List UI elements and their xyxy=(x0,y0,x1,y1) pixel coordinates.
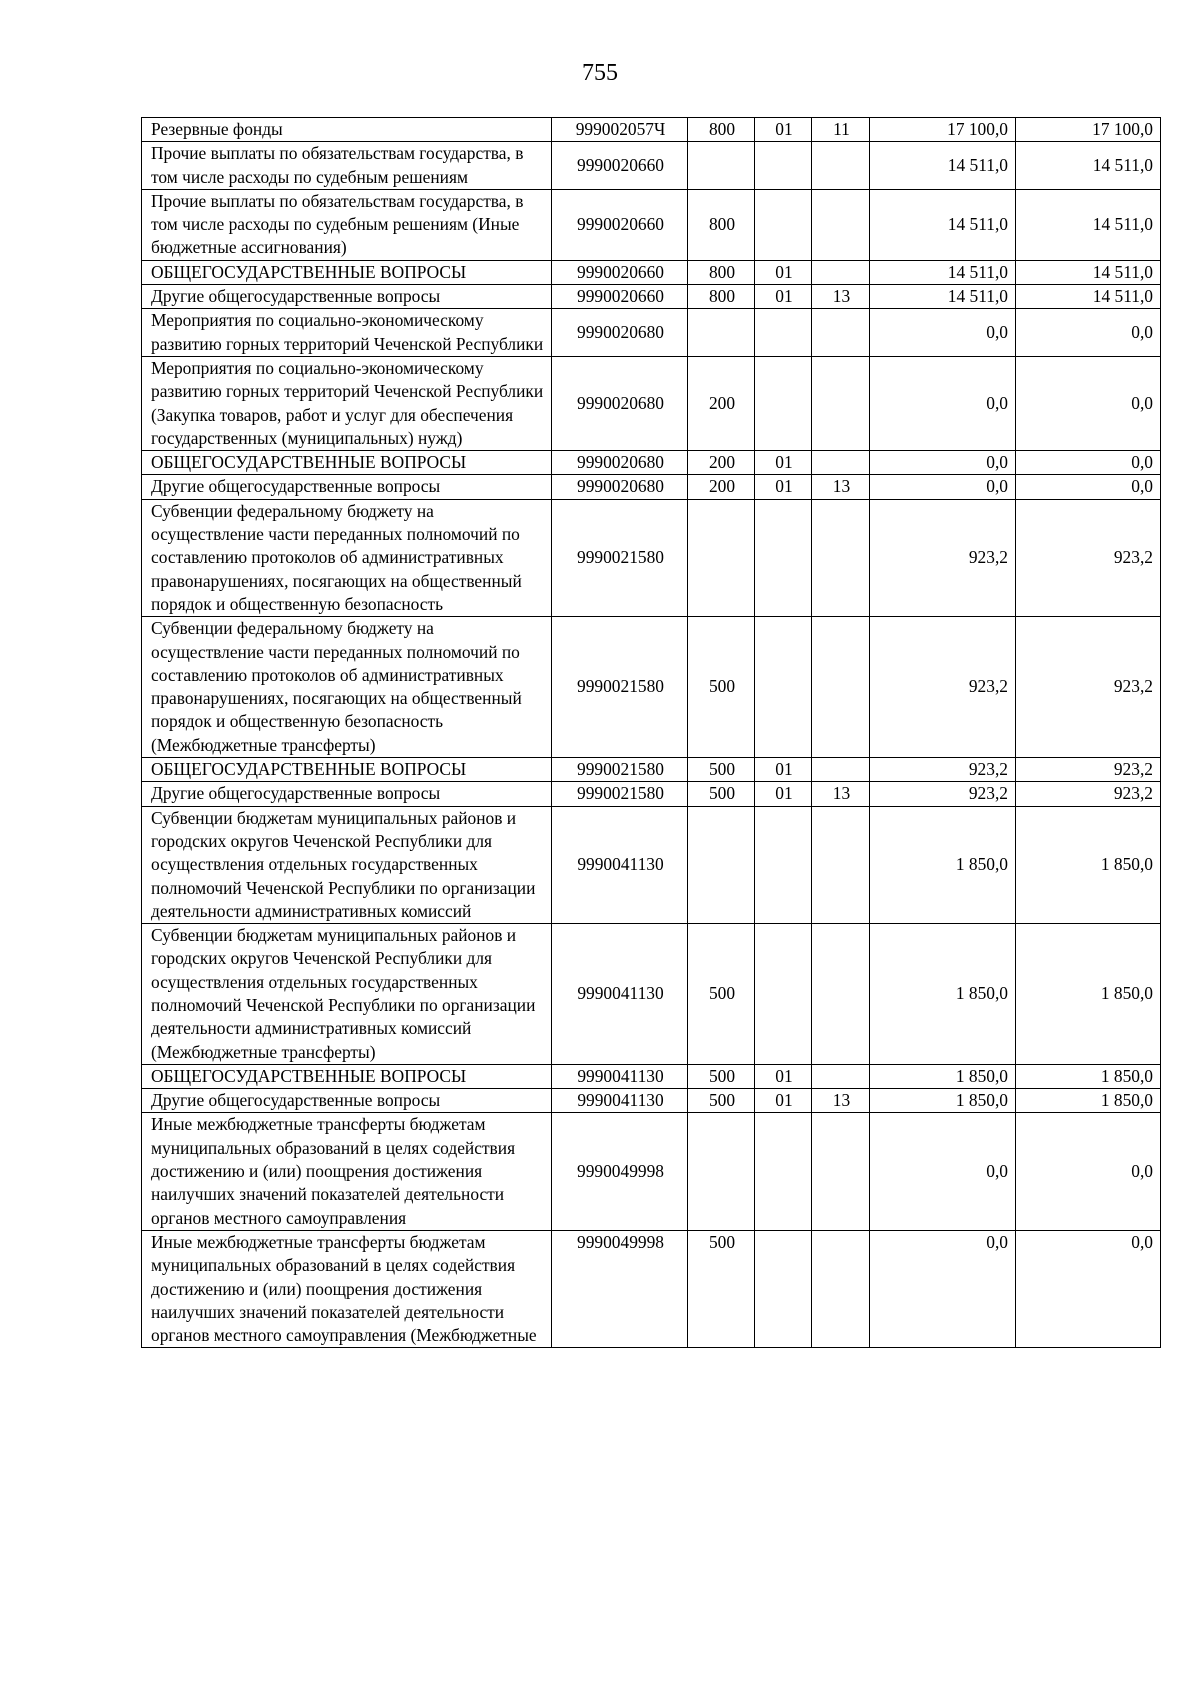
amount-year1-cell: 14 511,0 xyxy=(870,260,1016,284)
amount-year1-cell: 17 100,0 xyxy=(870,118,1016,142)
amount-year2-cell: 1 850,0 xyxy=(1016,1064,1161,1088)
amount-year1-cell: 0,0 xyxy=(870,1113,1016,1230)
amount-year1-cell: 923,2 xyxy=(870,782,1016,806)
expense-type-cell: 500 xyxy=(688,758,755,782)
amount-year2-cell: 14 511,0 xyxy=(1016,142,1161,190)
expense-type-cell xyxy=(688,142,755,190)
subsection-cell xyxy=(812,758,870,782)
expense-type-cell: 800 xyxy=(688,260,755,284)
row-name-cell: Субвенции бюджетам муниципальных районов и городских округов Чеченской Республики для осуществления отдельных государственных полномочий Чеченской Республики по организации деятельности административных комиссий xyxy=(142,806,552,923)
expense-type-cell: 800 xyxy=(688,118,755,142)
table-row xyxy=(142,806,1161,923)
amount-year1-cell: 14 511,0 xyxy=(870,142,1016,190)
target-article-cell: 9990021580 xyxy=(552,782,688,806)
amount-year2-cell: 0,0 xyxy=(1016,1230,1161,1347)
target-article-cell: 9990021580 xyxy=(552,617,688,758)
expense-type-cell: 500 xyxy=(688,1064,755,1088)
row-name-cell: Иные межбюджетные трансферты бюджетам муниципальных образований в целях содействия достижению и (или) поощрения достижения наилучших значений показателей деятельности органов местного самоуправления (Межбюджетные xyxy=(142,1230,552,1347)
section-cell xyxy=(755,309,812,357)
section-cell xyxy=(755,356,812,450)
target-article-cell: 9990020660 xyxy=(552,260,688,284)
amount-year2-cell: 14 511,0 xyxy=(1016,189,1161,260)
target-article-cell: 999002057Ч xyxy=(552,118,688,142)
section-cell xyxy=(755,1113,812,1230)
expense-type-cell: 500 xyxy=(688,617,755,758)
expense-type-cell: 500 xyxy=(688,1089,755,1113)
target-article-cell: 9990020660 xyxy=(552,285,688,309)
amount-year2-cell: 1 850,0 xyxy=(1016,1089,1161,1113)
amount-year1-cell: 1 850,0 xyxy=(870,924,1016,1065)
subsection-cell: 13 xyxy=(812,475,870,499)
table-row xyxy=(142,260,1161,284)
subsection-cell xyxy=(812,617,870,758)
table-row xyxy=(142,924,1161,1065)
subsection-cell xyxy=(812,189,870,260)
row-name-cell: ОБЩЕГОСУДАРСТВЕННЫЕ ВОПРОСЫ xyxy=(142,260,552,284)
table-row xyxy=(142,1089,1161,1113)
table-row xyxy=(142,1230,1161,1347)
row-name-cell: Субвенции федеральному бюджету на осуществление части переданных полномочий по составлению протоколов об административных правонарушениях, посягающих на общественный порядок и общественную безопасность (Межбюджетные трансферты) xyxy=(142,617,552,758)
table-row xyxy=(142,1113,1161,1230)
subsection-cell xyxy=(812,499,870,616)
subsection-cell xyxy=(812,1113,870,1230)
subsection-cell xyxy=(812,806,870,923)
amount-year2-cell: 0,0 xyxy=(1016,356,1161,450)
row-name-cell: Прочие выплаты по обязательствам государства, в том числе расходы по судебным решениям xyxy=(142,142,552,190)
row-name-cell: Субвенции федеральному бюджету на осуществление части переданных полномочий по составлению протоколов об административных правонарушениях, посягающих на общественный порядок и общественную безопасность xyxy=(142,499,552,616)
table-body xyxy=(142,118,1161,1348)
row-name-cell: Мероприятия по социально-экономическому развитию горных территорий Чеченской Республики (Закупка товаров, работ и услуг для обеспечения государственных (муниципальных) нужд) xyxy=(142,356,552,450)
row-name-cell: Субвенции бюджетам муниципальных районов и городских округов Чеченской Республики для осуществления отдельных государственных полномочий Чеченской Республики по организации деятельности административных комиссий (Межбюджетные трансферты) xyxy=(142,924,552,1065)
table-row xyxy=(142,356,1161,450)
table-row xyxy=(142,189,1161,260)
amount-year2-cell: 14 511,0 xyxy=(1016,260,1161,284)
section-cell: 01 xyxy=(755,260,812,284)
target-article-cell: 9990041130 xyxy=(552,924,688,1065)
target-article-cell: 9990020660 xyxy=(552,189,688,260)
table-row xyxy=(142,499,1161,616)
expense-type-cell xyxy=(688,1113,755,1230)
target-article-cell: 9990020680 xyxy=(552,475,688,499)
section-cell: 01 xyxy=(755,451,812,475)
subsection-cell: 13 xyxy=(812,285,870,309)
row-name-cell: Прочие выплаты по обязательствам государства, в том числе расходы по судебным решениям (Иные бюджетные ассигнования) xyxy=(142,189,552,260)
row-name-cell: Другие общегосударственные вопросы xyxy=(142,782,552,806)
row-name-cell: Другие общегосударственные вопросы xyxy=(142,475,552,499)
subsection-cell xyxy=(812,1064,870,1088)
target-article-cell: 9990041130 xyxy=(552,1064,688,1088)
amount-year2-cell: 1 850,0 xyxy=(1016,806,1161,923)
expense-type-cell: 500 xyxy=(688,782,755,806)
amount-year1-cell: 1 850,0 xyxy=(870,806,1016,923)
table-row xyxy=(142,782,1161,806)
section-cell xyxy=(755,499,812,616)
section-cell xyxy=(755,924,812,1065)
section-cell xyxy=(755,617,812,758)
amount-year2-cell: 14 511,0 xyxy=(1016,285,1161,309)
expense-type-cell: 500 xyxy=(688,924,755,1065)
amount-year1-cell: 14 511,0 xyxy=(870,189,1016,260)
row-name-cell: Другие общегосударственные вопросы xyxy=(142,1089,552,1113)
target-article-cell: 9990049998 xyxy=(552,1230,688,1347)
row-name-cell: Иные межбюджетные трансферты бюджетам муниципальных образований в целях содействия достижению и (или) поощрения достижения наилучших значений показателей деятельности органов местного самоуправления xyxy=(142,1113,552,1230)
amount-year1-cell: 1 850,0 xyxy=(870,1089,1016,1113)
subsection-cell: 13 xyxy=(812,1089,870,1113)
page-number: 755 xyxy=(582,60,618,86)
section-cell: 01 xyxy=(755,118,812,142)
budget-table xyxy=(141,117,1161,1348)
subsection-cell: 11 xyxy=(812,118,870,142)
table-row xyxy=(142,758,1161,782)
amount-year1-cell: 923,2 xyxy=(870,617,1016,758)
section-cell xyxy=(755,806,812,923)
target-article-cell: 9990049998 xyxy=(552,1113,688,1230)
section-cell xyxy=(755,189,812,260)
amount-year1-cell: 923,2 xyxy=(870,758,1016,782)
amount-year2-cell: 0,0 xyxy=(1016,451,1161,475)
expense-type-cell xyxy=(688,806,755,923)
row-name-cell: ОБЩЕГОСУДАРСТВЕННЫЕ ВОПРОСЫ xyxy=(142,1064,552,1088)
row-name-cell: ОБЩЕГОСУДАРСТВЕННЫЕ ВОПРОСЫ xyxy=(142,758,552,782)
row-name-cell: Резервные фонды xyxy=(142,118,552,142)
target-article-cell: 9990020680 xyxy=(552,309,688,357)
subsection-cell xyxy=(812,451,870,475)
subsection-cell xyxy=(812,260,870,284)
expense-type-cell: 800 xyxy=(688,189,755,260)
subsection-cell xyxy=(812,309,870,357)
amount-year2-cell: 1 850,0 xyxy=(1016,924,1161,1065)
amount-year2-cell: 923,2 xyxy=(1016,499,1161,616)
target-article-cell: 9990020660 xyxy=(552,142,688,190)
table-row xyxy=(142,142,1161,190)
section-cell: 01 xyxy=(755,1064,812,1088)
amount-year2-cell: 0,0 xyxy=(1016,475,1161,499)
table-row xyxy=(142,475,1161,499)
subsection-cell xyxy=(812,924,870,1065)
amount-year1-cell: 923,2 xyxy=(870,499,1016,616)
amount-year2-cell: 923,2 xyxy=(1016,782,1161,806)
subsection-cell: 13 xyxy=(812,782,870,806)
expense-type-cell: 800 xyxy=(688,285,755,309)
amount-year1-cell: 1 850,0 xyxy=(870,1064,1016,1088)
section-cell: 01 xyxy=(755,782,812,806)
section-cell xyxy=(755,142,812,190)
subsection-cell xyxy=(812,142,870,190)
amount-year2-cell: 0,0 xyxy=(1016,1113,1161,1230)
amount-year1-cell: 0,0 xyxy=(870,475,1016,499)
row-name-cell: Мероприятия по социально-экономическому развитию горных территорий Чеченской Республики xyxy=(142,309,552,357)
table-row xyxy=(142,309,1161,357)
section-cell xyxy=(755,1230,812,1347)
amount-year1-cell: 0,0 xyxy=(870,309,1016,357)
target-article-cell: 9990021580 xyxy=(552,758,688,782)
amount-year1-cell: 0,0 xyxy=(870,1230,1016,1347)
amount-year1-cell: 14 511,0 xyxy=(870,285,1016,309)
expense-type-cell xyxy=(688,309,755,357)
table-row xyxy=(142,617,1161,758)
section-cell: 01 xyxy=(755,1089,812,1113)
section-cell: 01 xyxy=(755,758,812,782)
target-article-cell: 9990021580 xyxy=(552,499,688,616)
target-article-cell: 9990020680 xyxy=(552,356,688,450)
target-article-cell: 9990020680 xyxy=(552,451,688,475)
expense-type-cell xyxy=(688,499,755,616)
amount-year1-cell: 0,0 xyxy=(870,451,1016,475)
amount-year2-cell: 923,2 xyxy=(1016,758,1161,782)
subsection-cell xyxy=(812,1230,870,1347)
table-row xyxy=(142,118,1161,142)
row-name-cell: Другие общегосударственные вопросы xyxy=(142,285,552,309)
expense-type-cell: 200 xyxy=(688,356,755,450)
expense-type-cell: 500 xyxy=(688,1230,755,1347)
amount-year2-cell: 17 100,0 xyxy=(1016,118,1161,142)
table-row xyxy=(142,285,1161,309)
section-cell: 01 xyxy=(755,285,812,309)
table-row xyxy=(142,1064,1161,1088)
amount-year2-cell: 0,0 xyxy=(1016,309,1161,357)
expense-type-cell: 200 xyxy=(688,451,755,475)
expense-type-cell: 200 xyxy=(688,475,755,499)
section-cell: 01 xyxy=(755,475,812,499)
amount-year2-cell: 923,2 xyxy=(1016,617,1161,758)
subsection-cell xyxy=(812,356,870,450)
row-name-cell: ОБЩЕГОСУДАРСТВЕННЫЕ ВОПРОСЫ xyxy=(142,451,552,475)
table-row xyxy=(142,451,1161,475)
target-article-cell: 9990041130 xyxy=(552,806,688,923)
target-article-cell: 9990041130 xyxy=(552,1089,688,1113)
amount-year1-cell: 0,0 xyxy=(870,356,1016,450)
